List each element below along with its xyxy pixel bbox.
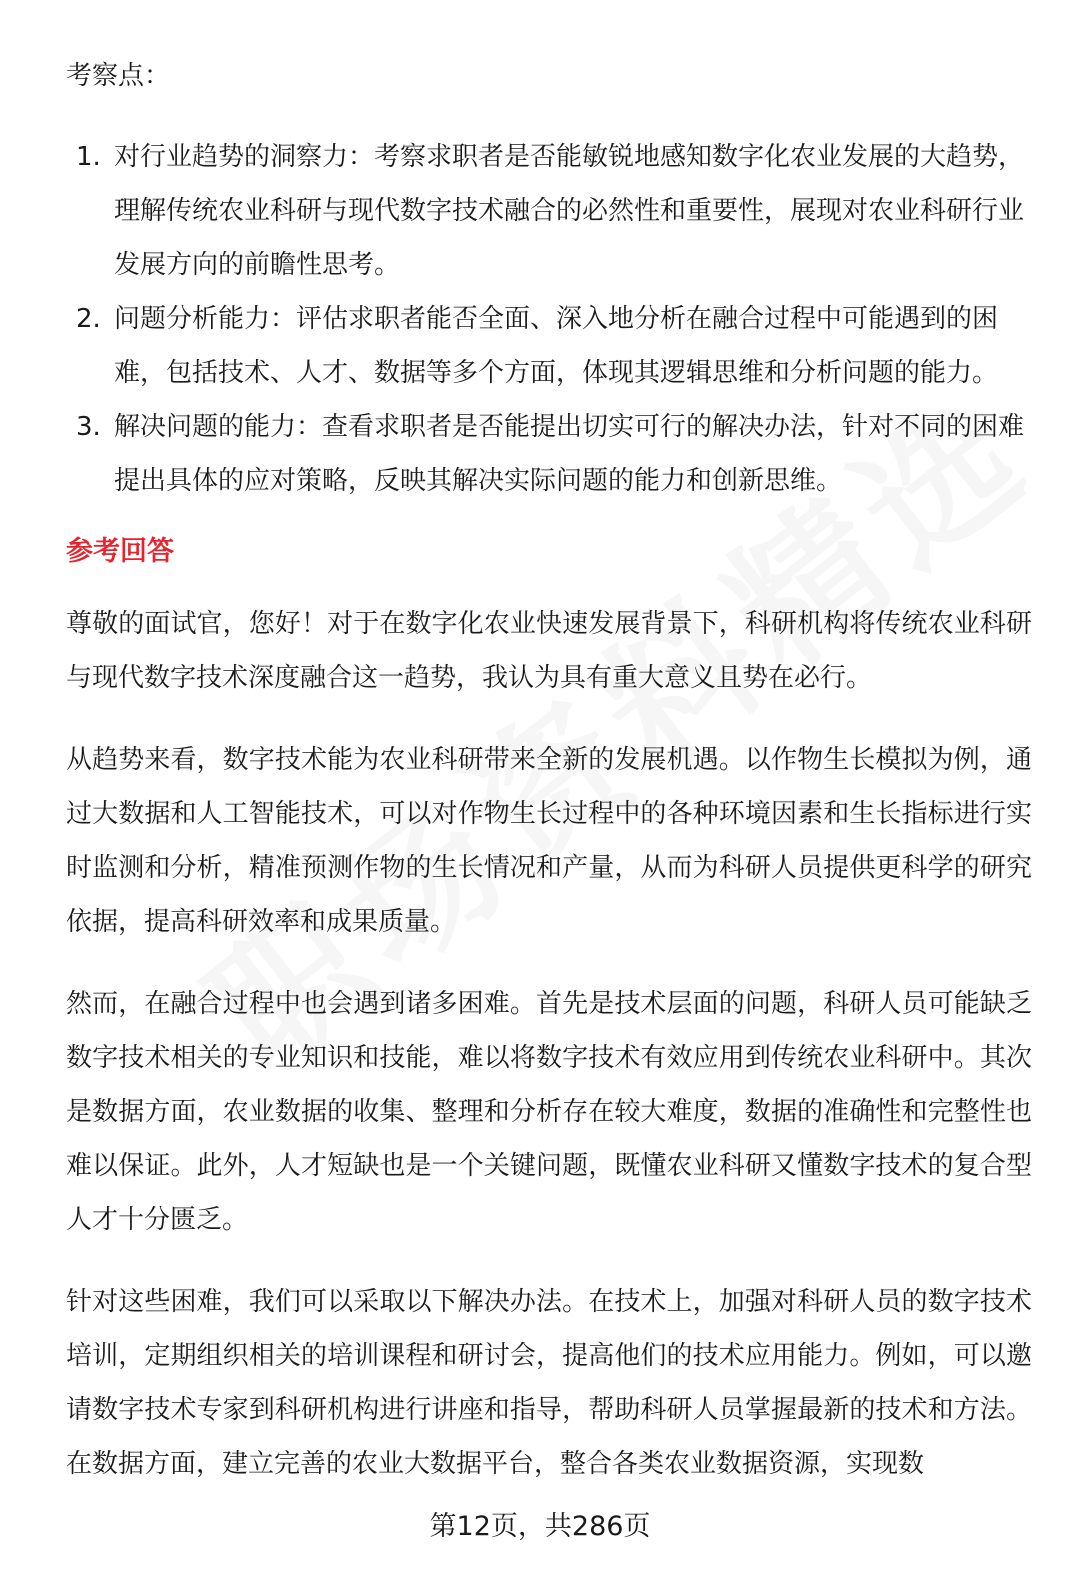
paragraph: 然而，在融合过程中也会遇到诸多困难。首先是技术层面的问题，科研人员可能缺乏数字技术相关的专业知识和技能，难以将数字技术有效应用到传统农业科研中。其次是数据方面，农业数据的收集、整理和分析存在较大难度，数据的准确性和完整性也难以保证。此外，人才短缺也是一个关键问题，既懂农业科研又懂数字技术的复合型人才十分匮乏。 <box>66 989 1032 1235</box>
list-item-text: 对行业趋势的洞察力：考察求职者是否能敏锐地感知数字化农业发展的大趋势，理解传统农业科研与现代数字技术融合的必然性和重要性，展现对农业科研行业发展方向的前瞻性思考。 <box>114 142 1025 280</box>
paragraph: 尊敬的面试官，您好！对于在数字化农业快速发展背景下，科研机构将传统农业科研与现代数字技术深度融合这一趋势，我认为具有重大意义且势在必行。 <box>66 609 1032 693</box>
list-item <box>66 130 1030 292</box>
list-item-text: 解决问题的能力：查看求职者是否能提出切实可行的解决办法，针对不同的困难提出具体的应对策略，反映其解决实际问题的能力和创新思维。 <box>114 412 1025 496</box>
list-item <box>66 400 1030 508</box>
list-item-number: 2. <box>76 304 101 334</box>
section-label: 考察点： <box>66 61 171 91</box>
list-item-text: 问题分析能力：评估求职者能否全面、深入地分析在融合过程中可能遇到的困难，包括技术、人才、数据等多个方面，体现其逻辑思维和分析问题的能力。 <box>114 304 999 388</box>
list-item-number: 3. <box>76 412 101 442</box>
paragraph: 针对这些困难，我们可以采取以下解决办法。在技术上，加强对科研人员的数字技术培训，定期组织相关的培训课程和研讨会，提高他们的技术应用能力。例如，可以邀请数字技术专家到科研机构进行讲座和指导，帮助科研人员掌握最新的技术和方法。在数据方面，建立完善的农业大数据平台，整合各类农业数据资源，实现数 <box>66 1287 1032 1479</box>
list-item-number: 1. <box>76 142 101 172</box>
page-number-footer: 第12页，共286页 <box>429 1511 651 1542</box>
list-item <box>66 292 1030 400</box>
paragraph: 从趋势来看，数字技术能为农业科研带来全新的发展机遇。以作物生长模拟为例，通过大数据和人工智能技术，可以对作物生长过程中的各种环境因素和生长指标进行实时监测和分析，精准预测作物的生长情况和产量，从而为科研人员提供更科学的研究依据，提高科研效率和成果质量。 <box>66 745 1032 937</box>
answer-body <box>66 597 1032 1519</box>
answer-heading: 参考回答 <box>66 536 174 567</box>
assessment-points-list <box>66 130 1030 508</box>
